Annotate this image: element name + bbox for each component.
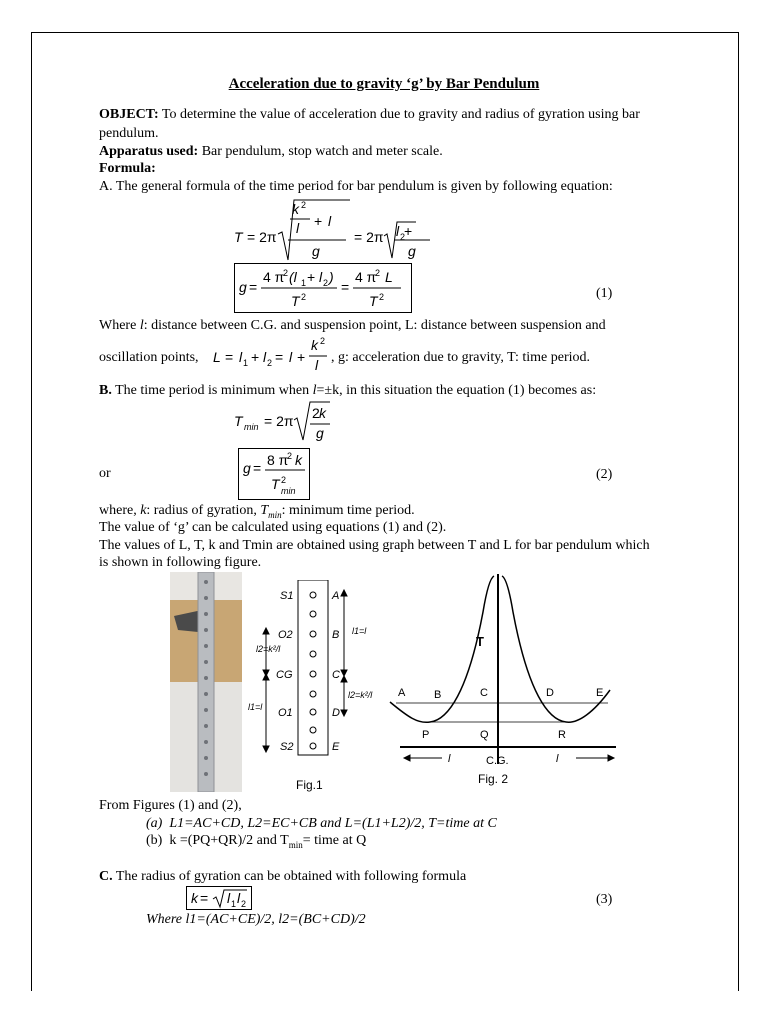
svg-text:8 π: 8 π	[267, 452, 289, 468]
svg-text:k: k	[292, 201, 299, 217]
svg-text:2: 2	[287, 451, 293, 461]
list-item-a	[146, 815, 497, 832]
svg-text:2: 2	[320, 336, 326, 346]
formula-label: Formula:	[99, 161, 156, 176]
fig1-label-o2: O2	[278, 629, 293, 641]
svg-text:2: 2	[375, 268, 381, 278]
values-text-2: is shown in following figure.	[99, 555, 262, 570]
svg-text:): )	[329, 269, 334, 285]
left-curve	[390, 576, 494, 722]
fig2-cg-label: C.G.	[486, 755, 509, 767]
svg-text:2: 2	[301, 200, 307, 210]
svg-text:2: 2	[267, 358, 273, 368]
fig2-label-q: Q	[480, 729, 489, 741]
where-paragraph-1	[99, 317, 715, 334]
svg-text:l: l	[328, 213, 332, 229]
svg-text:1: 1	[301, 278, 307, 288]
svg-text:min: min	[244, 422, 259, 432]
svg-text:+: +	[307, 269, 316, 285]
bar-outline	[298, 580, 328, 755]
svg-text:+: +	[297, 349, 306, 365]
svg-text:1: 1	[243, 358, 249, 368]
apparatus-paragraph	[99, 143, 443, 160]
fig1-label-o1: O1	[278, 707, 293, 719]
svg-text:2: 2	[400, 232, 406, 242]
where-rest: : distance between C.G. and suspension point, L: distance between suspension and	[143, 318, 606, 333]
equation-2-formula	[239, 449, 309, 499]
svg-text:T: T	[271, 476, 280, 492]
svg-text:=: =	[225, 349, 234, 365]
l-equation-formula	[211, 336, 331, 372]
svg-text:2: 2	[379, 292, 385, 302]
fig2-label-c: C	[480, 687, 488, 699]
svg-text:2: 2	[241, 899, 247, 909]
svg-text:l: l	[239, 349, 243, 365]
object-label: OBJECT:	[99, 107, 159, 122]
where3-tmin: T	[260, 503, 269, 518]
equation-3-number: (3)	[596, 892, 613, 907]
svg-text:l: l	[396, 223, 400, 239]
fig1-caption: Fig.1	[296, 778, 323, 792]
fig1-label-s2: S2	[280, 741, 294, 753]
figure-1-diagram	[248, 580, 393, 795]
fig1-label-c: C	[332, 669, 340, 681]
fig1-l1-right: l1=l	[352, 626, 367, 636]
item-b-text: k =(PQ+QR)/2 and T	[169, 833, 289, 848]
where-l: l	[139, 318, 144, 333]
fig1-label-a: A	[332, 590, 340, 602]
equation-2-box	[238, 448, 310, 500]
svg-text:l: l	[237, 890, 241, 906]
item-b-sub: min	[288, 839, 303, 850]
where3-mid: : radius of gyration,	[146, 503, 261, 518]
where3-pre: where,	[99, 503, 141, 518]
svg-text:min: min	[281, 486, 296, 496]
svg-text:+: +	[314, 213, 323, 229]
svg-text:l: l	[296, 220, 300, 236]
svg-text:l: l	[263, 349, 267, 365]
fig2-l-right: l	[556, 753, 559, 765]
item-a-label: (a)	[146, 816, 163, 831]
values-text-1: The values of L, T, k and Tmin are obtained using graph between T and L for bar pendulum which	[99, 538, 650, 553]
svg-text:2: 2	[281, 475, 287, 485]
object-text-cont: pendulum.	[99, 126, 159, 141]
svg-text:g: g	[239, 279, 247, 295]
bar-pendulum-photo	[170, 572, 242, 792]
fig1-label-d: D	[332, 707, 340, 719]
fig2-l-left: l	[448, 753, 451, 765]
svg-text:l: l	[319, 269, 323, 285]
svg-text:= 2π: = 2π	[247, 229, 277, 245]
object-paragraph	[99, 106, 699, 123]
svg-text:g: g	[243, 460, 251, 476]
c-text: The radius of gyration can be obtained with following formula	[112, 869, 467, 884]
svg-text:T: T	[234, 229, 243, 245]
svg-text:g: g	[316, 425, 324, 441]
svg-text:=: =	[200, 890, 209, 906]
svg-text:4 π: 4 π	[355, 269, 377, 285]
equation-1-g-formula	[235, 264, 411, 312]
b-text-l: l	[312, 383, 317, 398]
svg-text:4 π: 4 π	[263, 269, 285, 285]
fig2-label-e: E	[596, 687, 604, 699]
svg-text:2: 2	[283, 268, 289, 278]
where2-post: , g: acceleration due to gravity, T: time period.	[331, 350, 590, 365]
section-b-text	[99, 382, 596, 399]
item-a-text: L1=AC+CD, L2=EC+CB and L=(L1+L2)/2, T=time at C	[169, 816, 497, 831]
where2-pre: oscillation points,	[99, 350, 199, 365]
b-text-pre: The time period is minimum when	[111, 383, 313, 398]
svg-text:2: 2	[312, 405, 320, 421]
fig2-caption: Fig. 2	[478, 772, 509, 786]
svg-text:1: 1	[231, 899, 237, 909]
svg-text:T: T	[234, 413, 243, 429]
list-item-b	[146, 832, 366, 854]
right-curve	[502, 576, 610, 722]
svg-text:L: L	[213, 349, 221, 365]
svg-text:= 2π: = 2π	[354, 229, 384, 245]
from-figures-text: From Figures (1) and (2),	[99, 798, 242, 813]
svg-text:2: 2	[301, 292, 307, 302]
fig2-t-label: T	[476, 634, 484, 649]
fig1-label-s1: S1	[280, 590, 294, 602]
figure-2-graph	[388, 572, 628, 797]
fig1-l2-left: l2=k²/l	[256, 644, 281, 654]
equation-3-formula	[187, 887, 251, 909]
svg-text:k: k	[191, 890, 198, 906]
svg-text:l: l	[289, 349, 293, 365]
fig2-label-p: P	[422, 729, 430, 741]
svg-text:=: =	[275, 349, 284, 365]
svg-text:g: g	[312, 243, 320, 259]
equation-2-number: (2)	[596, 467, 613, 482]
svg-text:g: g	[408, 243, 416, 259]
svg-text:L: L	[385, 269, 393, 285]
equation-3-box	[186, 886, 252, 910]
svg-text:k: k	[319, 405, 326, 421]
svg-text:=: =	[253, 460, 262, 476]
svg-text:=: =	[341, 279, 350, 295]
fig2-label-d: D	[546, 687, 554, 699]
item-b-label: (b)	[146, 833, 163, 848]
fig1-l1-left: l1=l	[248, 702, 263, 712]
tmin-formula	[232, 398, 342, 444]
svg-text:l: l	[227, 890, 231, 906]
b-label: B.	[99, 383, 112, 398]
fig2-label-b: B	[434, 689, 442, 701]
svg-text:k: k	[311, 337, 318, 353]
where3-k: k	[140, 503, 147, 518]
svg-text:l: l	[315, 357, 319, 372]
fig1-l2-right: l2=k²/l	[348, 690, 373, 700]
svg-text:T: T	[291, 293, 300, 309]
equation-1-number: (1)	[596, 286, 613, 301]
where3-post: : minimum time period.	[281, 503, 415, 518]
equation-1-box	[234, 263, 412, 313]
fig1-label-cg: CG	[276, 669, 293, 681]
apparatus-text: Bar pendulum, stop watch and meter scale.	[198, 144, 443, 159]
svg-text:+: +	[251, 349, 260, 365]
svg-text:2: 2	[323, 278, 329, 288]
svg-text:=: =	[249, 279, 258, 295]
where3-tmin-sub: min	[268, 509, 282, 520]
section-c-text	[99, 868, 466, 885]
svg-text:+: +	[404, 223, 413, 239]
where-last: Where l1=(AC+CE)/2, l2=(BC+CD)/2	[146, 912, 366, 927]
where-paragraph-2	[99, 336, 715, 370]
page-title: Acceleration due to gravity ‘g’ by Bar Pendulum	[228, 76, 540, 92]
svg-text:(l: (l	[289, 269, 297, 285]
fig1-label-e: E	[332, 741, 340, 753]
where-text: Where	[99, 318, 140, 333]
b-text-post: =±k, in this situation the equation (1) becomes as:	[316, 383, 597, 398]
svg-text:k: k	[295, 452, 302, 468]
value-text: The value of ‘g’ can be calculated using equations (1) and (2).	[99, 520, 447, 535]
section-a-text: A. The general formula of the time period for bar pendulum is given by following equation:	[99, 179, 613, 194]
c-label: C.	[99, 869, 113, 884]
svg-text:= 2π: = 2π	[264, 413, 294, 429]
item-b-post: = time at Q	[302, 833, 367, 848]
object-text: To determine the value of acceleration due to gravity and radius of gyration using bar	[158, 107, 640, 122]
fig2-label-a: A	[398, 687, 406, 699]
svg-text:T: T	[369, 293, 378, 309]
fig2-label-r: R	[558, 729, 566, 741]
or-text: or	[99, 466, 111, 481]
fig1-label-b: B	[332, 629, 340, 641]
apparatus-label: Apparatus used:	[99, 144, 199, 159]
